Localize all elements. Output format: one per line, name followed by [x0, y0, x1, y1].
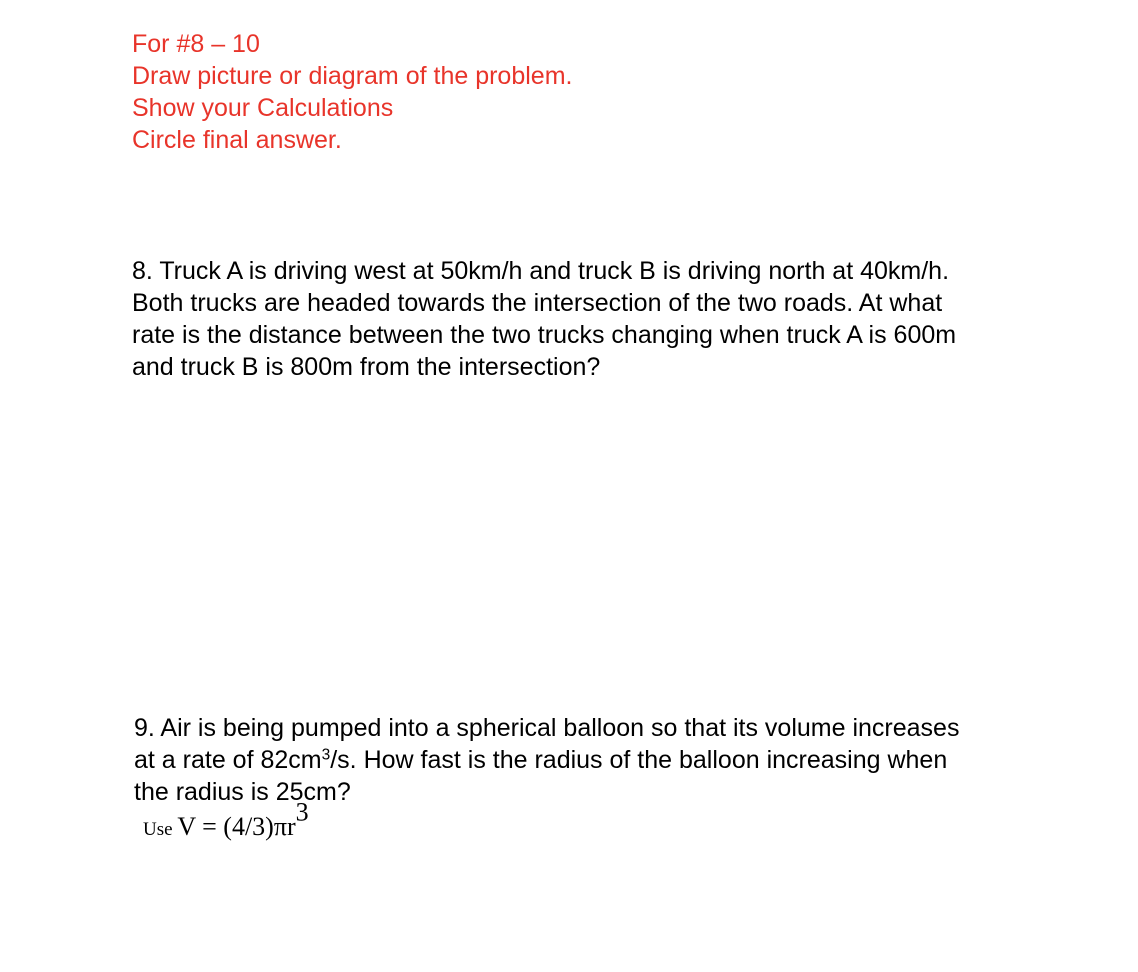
- problem-8: [132, 255, 956, 383]
- problem-8-line: 8. Truck A is driving west at 50km/h and truck B is driving north at 40km/h.: [132, 257, 950, 285]
- problem-9-rate-exponent: 3: [321, 746, 331, 764]
- volume-formula: [143, 797, 309, 842]
- problem-8-line: and truck B is 800m from the intersection?: [132, 353, 601, 381]
- problem-9: [134, 712, 959, 808]
- formula-expression: V = (4/3)πr: [177, 812, 296, 841]
- problem-9-line: [134, 744, 959, 776]
- instructions-range: For #8 – 10: [132, 30, 260, 58]
- problem-9-line: the radius is 25cm?: [134, 778, 351, 806]
- problem-8-line: Both trucks are headed towards the intersection of the two roads. At what: [132, 289, 943, 317]
- problem-9-rate-text: at a rate of 82cm: [134, 746, 322, 774]
- instructions-draw: Draw picture or diagram of the problem.: [132, 62, 573, 90]
- problem-9-question-text: /s. How fast is the radius of the balloon increasing when: [330, 746, 948, 774]
- instructions-show: Show your Calculations: [132, 94, 394, 122]
- formula-use-label: Use: [143, 819, 178, 840]
- formula-exponent: 3: [295, 797, 309, 827]
- instructions-block: [132, 28, 572, 156]
- problem-8-line: rate is the distance between the two trucks changing when truck A is 600m: [132, 321, 957, 349]
- problem-9-line: 9. Air is being pumped into a spherical balloon so that its volume increases: [134, 714, 960, 742]
- instructions-circle: Circle final answer.: [132, 126, 342, 154]
